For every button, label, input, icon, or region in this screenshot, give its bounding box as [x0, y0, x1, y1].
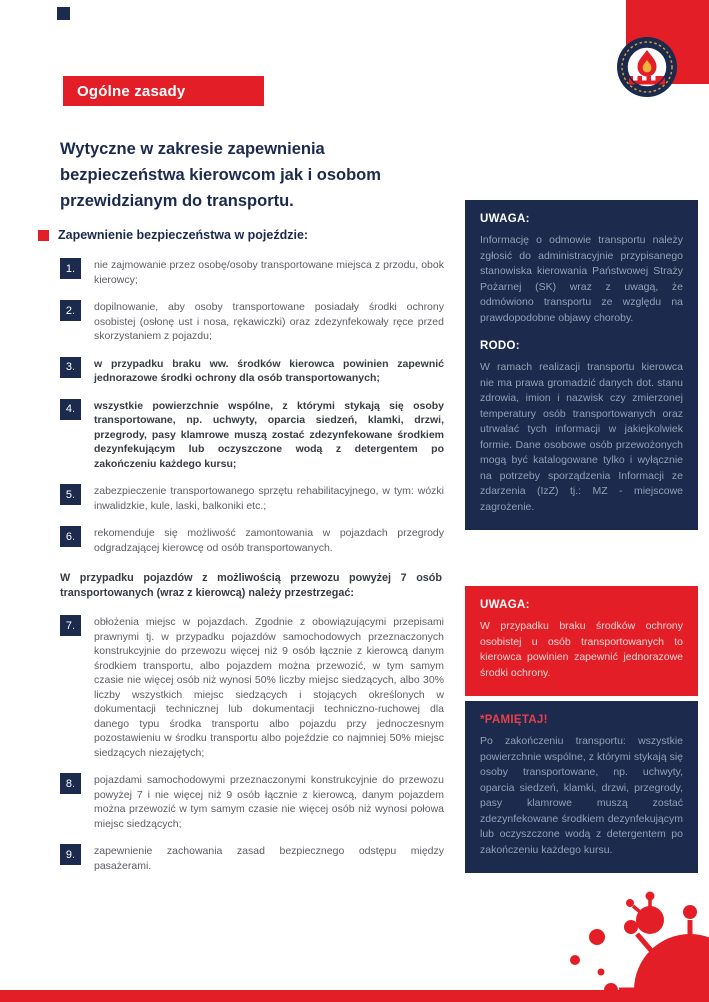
section-header-label: Zapewnienie bezpieczeństwa w pojeździe: [58, 228, 309, 242]
red-square-bullet-icon [38, 230, 49, 241]
list-item-8 [60, 773, 444, 831]
list-item-5 [60, 484, 444, 513]
section-banner-label: Ogólne zasady [77, 82, 186, 100]
note-body: Informację o odmowie transportu należy zgłosić do administracyjnie przypisanego stanowiska kierowania Państwowej Straży Pożarnej (SK) wraz z uwagą, że odmówiono transportu ze względu na prawdopodobne objawy choroby. [480, 234, 683, 324]
list-item-6 [60, 526, 444, 555]
fire-service-logo-icon [616, 36, 678, 98]
list-item-4 [60, 399, 444, 472]
guidelines-column [38, 228, 444, 886]
item-number-badge: 7. [60, 615, 81, 636]
item-number-badge: 2. [60, 300, 81, 321]
note-title: UWAGA: [480, 213, 530, 225]
note-title: *PAMIĘTAJ! [480, 714, 548, 726]
item-text: nie zajmowanie przez osobę/osoby transportowane miejsca z przodu, obok kierowcy; [94, 259, 444, 286]
section-banner [63, 76, 264, 106]
page-title: Wytyczne w zakresie zapewnienia bezpieczeństwa kierowcom jak i osobom przewidzianym do transportu. [60, 140, 381, 210]
item-text: pojazdami samochodowymi przeznaczonymi konstrukcyjnie do przewozu powyżej 7 i nie więcej niż 9 osób łącznie z kierowcą, danym pojazdem można przewozić w tym samym czasie nie więcej osób niż wynosi połowa miejsc siedzących; [94, 774, 444, 830]
list-item-9 [60, 844, 444, 873]
coronavirus-graphic-icon [509, 862, 709, 1002]
top-left-accent-square [57, 7, 70, 20]
item-number-badge: 8. [60, 773, 81, 794]
note-uwaga-warning [465, 586, 698, 696]
item-number-badge: 1. [60, 258, 81, 279]
list-item-3 [60, 357, 444, 386]
list-item-2 [60, 300, 444, 344]
item-text: dopilnowanie, aby osoby transportowane posiadały środki ochrony osobistej (osłonę ust i nosa, rękawiczki) oraz zdezynfekowały ręce przed skorzystaniem z pojazdu; [94, 301, 444, 342]
list-item-1 [60, 258, 444, 287]
item-number-badge: 3. [60, 357, 81, 378]
note-uwaga-info [465, 200, 698, 530]
item-number-badge: 5. [60, 484, 81, 505]
section-header [38, 228, 444, 242]
note-rodo-title: RODO: [480, 340, 520, 352]
item-text: zabezpieczenie transportowanego sprzętu rehabilitacyjnego, w tym: wózki inwalidzkie, kule, laski, balkoniki etc.; [94, 485, 444, 512]
item-number-badge: 9. [60, 844, 81, 865]
item-number-badge: 6. [60, 526, 81, 547]
note-body: Po zakończeniu transportu: wszystkie powierzchnie wspólne, z którymi stykają się osoby transportowane, np. uchwyty, oparcia siedzeń, klamki, drzwi, przegrody, pasy klamrowe muszą zostać zdezynfekowane środkiem dezynfekującym lub oczyszczone wodą z detergentem po zakończeniu każdego kursu. [480, 735, 683, 856]
item-text: zapewnienie zachowania zasad bezpiecznego odstępu między pasażerami. [94, 845, 444, 872]
note-pamietaj [465, 701, 698, 873]
item-text: rekomenduje się możliwość zamontowania w pojazdach przegrody odgradzającej kierowcę od osób transportowanych. [94, 527, 444, 554]
list-item-7 [60, 615, 444, 760]
note-body: W przypadku braku środków ochrony osobistej u osób transportowanych to kierowca powinien zapewnić jednorazowe środki ochrony. [480, 620, 683, 679]
subsection-intro: W przypadku pojazdów z możliwością przewozu powyżej 7 osób transportowanych (wraz z kierowcą) należy przestrzegać: [60, 572, 442, 599]
item-text: w przypadku braku ww. środków kierowca powinien zapewnić jednorazowe środki ochrony dla osób transportowanych; [94, 357, 444, 384]
fire-service-emblem-icon [616, 36, 678, 98]
item-text: wszystkie powierzchnie wspólne, z którymi stykają się osoby transportowane, np. uchwyty, oparcia siedzeń, klamki, drzwi, przegrody, pasy klamrowe muszą zostać zdezynfekowane środkiem dezynfekującym lub oczyszczone wodą z detergentem po zakończeniu każdego kursu; [94, 399, 444, 470]
note-title: UWAGA: [480, 599, 530, 611]
item-text: obłożenia miejsc w pojazdach. Zgodnie z obowiązującymi przepisami prawnymi tj. w przypadku pojazdów samochodowych przeznaczonych konstrukcyjnie do przewozu więcej niż 9 osób łącznie z kierowcą danym środkiem transportu, albo pojazdem można przewozić, w tym samym czasie nie więcej osób niż wynosi 50% liczby miejsc siedzących, albo 30% liczby wszystkich miejsc siedzących i stojących określonych w dokumentacji technicznej lub dokumentacji techniczno-ruchowej dla danego typu środka transportu albo pojazdu przy jednoczesnym pozostawieniu w środku transportu albo pojeździe co najmniej 50% miejsc siedzących niezajętych; [94, 616, 444, 759]
item-number-badge: 4. [60, 399, 81, 420]
note-rodo-body: W ramach realizacji transportu kierowca nie ma prawa gromadzić danych dot. stanu zdrowia, imion i nazwisk czy zmierzonej temperatury osób transportowanych oraz utrwalać tych informacji w jakiejkolwiek formie. Dane osobowe osób przewożonych mogą być katalogowane tylko i wyłącznie na potrzeby sporządzenia Informacji ze zdarzenia (IzZ) tj.: MZ - miejscowe zagrożenie. [480, 361, 683, 513]
